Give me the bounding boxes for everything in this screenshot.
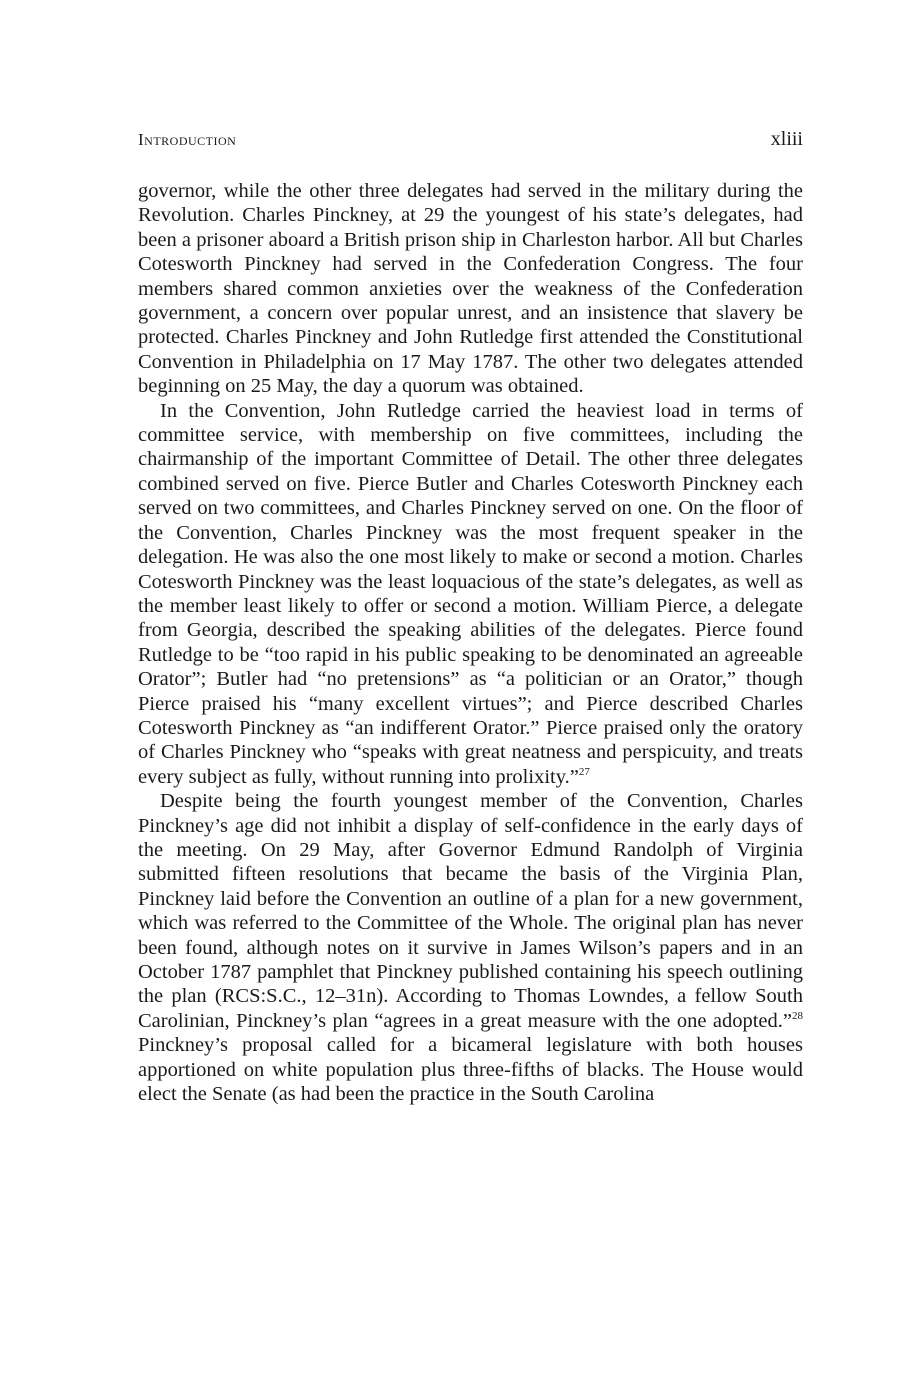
body-text bbox=[138, 179, 803, 1106]
page-number: xliii bbox=[770, 128, 803, 150]
footnote-ref-27[interactable]: 27 bbox=[578, 765, 590, 778]
paragraph-3 bbox=[138, 789, 803, 1106]
paragraph-3-text-b: Pinckney’s proposal called for a bicameral legislature with both houses apportioned on white population plus three-fifths of blacks. The House would elect the Senate (as had been the practice in the South Carolina bbox=[138, 1034, 803, 1106]
section-title: Introduction bbox=[138, 130, 237, 149]
paragraph-3-text-a: Despite being the fourth youngest member of the Convention, Charles Pinckney’s age did not inhibit a display of self-confidence in the early days of the meeting. On 29 May, after Governor Edmund Randolph of Virginia submitted fifteen resolutions that became the basis of the Virginia Plan, Pinckney laid before the Convention an outline of a plan for a new government, which was referred to the Committee of the Whole. The original plan has never been found, although notes on it survive in James Wilson’s papers and in an October 1787 pamphlet that Pinckney published containing his speech outlining the plan (RCS:S.C., 12–31n). According to Thomas Lowndes, a fellow South Carolinian, Pinckney’s plan “agrees in a great measure with the one adopted.” bbox=[138, 790, 803, 1032]
paragraph-1-text: governor, while the other three delegates had served in the military during the Revolution. Charles Pinckney, at 29 the youngest of his state’s delegates, had been a prisoner aboard a British prison ship in Charleston harbor. All but Charles Cotesworth Pinckney had served in the Confederation Congress. The four members shared common anxieties over the weakness of the Confederation government, a concern over popular unrest, and an insistence that slavery be protected. Charles Pinckney and John Rutledge first attended the Constitutional Convention in Philadelphia on 17 May 1787. The other two delegates attended beginning on 25 May, the day a quorum was obtained. bbox=[138, 180, 803, 398]
running-head bbox=[138, 128, 803, 158]
footnote-ref-28[interactable]: 28 bbox=[792, 1009, 803, 1022]
paragraph-2 bbox=[138, 399, 803, 790]
book-page bbox=[138, 128, 803, 1106]
paragraph-2-text: In the Convention, John Rutledge carried the heaviest load in terms of committee service, with membership on five committees, including the chairmanship of the important Committee of Detail. The other three delegates combined served on five. Pierce Butler and Charles Cotesworth Pinckney each served on two committees, and Charles Pinckney served on one. On the floor of the Convention, Charles Pinckney was the most frequent speaker in the delegation. He was also the one most likely to make or second a motion. Charles Cotesworth Pinckney was the least loquacious of the state’s delegates, as well as the member least likely to offer or second a motion. William Pierce, a delegate from Georgia, described the speaking abilities of the delegates. Pierce found Rutledge to be “too rapid in his public speaking to be denominated an agreeable Orator”; Butler had “no pretensions” as “a politician or an Orator,” though Pierce praised his “many excellent virtues”; and Pierce described Charles Cotesworth Pinckney as “an indifferent Orator.” Pierce praised only the oratory of Charles Pinckney who “speaks with great neatness and perspicuity, and treats every subject as fully, without running into prolixity.” bbox=[138, 399, 803, 788]
paragraph-1 bbox=[138, 179, 803, 399]
